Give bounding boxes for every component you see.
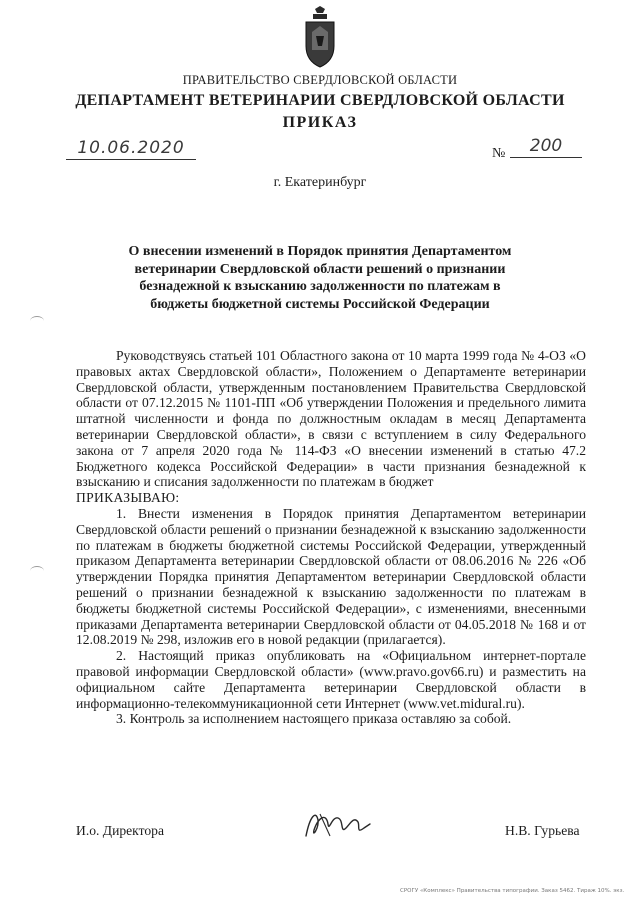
order-item: 1. Внести изменения в Порядок принятия Департаментом ветеринарии Свердловской области решений о признании безнадежной к взысканию задолженности по платежам в бюджеты бюджетной системы Российской Федерации, утвержденный приказом Департамента ветеринарии Свердловской области от 08.06.2016 № 226 «Об утверждении Порядка принятия Департаментом ветеринарии Свердловской области решений о признании безнадежной к взысканию задолженности по платежам в бюджеты бюджетной системы Российской Федерации», с изменениями, внесенными приказами Департамента ветеринарии Свердловской области от 04.05.2018 № 168 и от 12.08.2019 № 298, изложив его в новой редакции (прилагается). [76,505,586,648]
punch-hole-mark [30,566,44,576]
order-item: 2. Настоящий приказ опубликовать на «Официальном интернет-портале правовой информации Свердловской области» (www.pravo.gov66.ru) и разместить на официальном сайте Департамента ветеринарии Свердловской области в информационно-телекоммуникационной сети Интернет (www.vet.midural.ru). [76,648,586,711]
document-type: ПРИКАЗ [282,114,358,131]
signatory-role: И.о. Директора [76,823,165,838]
government-name: ПРАВИТЕЛЬСТВО СВЕРДЛОВСКОЙ ОБЛАСТИ [182,73,458,87]
handwritten-signature [300,806,372,844]
order-body [76,348,586,727]
signatory-name: Н.В. Гурьева [505,823,580,838]
number-sign: № [492,146,506,161]
department-name: ДЕПАРТАМЕНТ ВЕТЕРИНАРИИ СВЕРДЛОВСКОЙ ОБЛАСТИ [75,92,565,109]
city: г. Екатеринбург [273,175,367,190]
preamble-paragraph: Руководствуясь статьей 101 Областного закона от 10 марта 1999 года № 4-ОЗ «О правовых актах Свердловской области», Положением о Департаменте ветеринарии Свердловской области, утвержденным постановлением Правительства Свердловской области от 07.12.2015 № 1101-ПП «Об утверждении Положения и предельного лимита штатной численности и фонда по должностным окладам в месяц Департамента ветеринарии Свердловской области», в связи с вступлением в силу Федерального закона от 7 апреля 2020 года № 114-ФЗ «О внесении изменений в статью 47.2 Бюджетного кодекса Российской Федерации» в части признания безнадежной к взысканию и списания задолженности по платежам в бюджет [76,348,586,490]
handwritten-date: 10.06.2020 [66,138,196,160]
handwritten-number: 200 [510,136,582,158]
punch-hole-mark [30,316,44,326]
print-footer: СРОГУ «Комплекс» Правительства типографии. Заказ 5462. Тираж 10%. экз. [400,888,625,894]
order-item: 3. Контроль за исполнением настоящего приказа оставляю за собой. [116,711,512,727]
coat-of-arms-icon [302,6,338,68]
order-word: ПРИКАЗЫВАЮ: [76,490,180,506]
order-subject: О внесении изменений в Порядок принятия Департаментом ветеринарии Свердловской области решений о признании безнадежной к взысканию задолженности по платежам в бюджеты бюджетной системы Российской Федерации [128,244,512,312]
